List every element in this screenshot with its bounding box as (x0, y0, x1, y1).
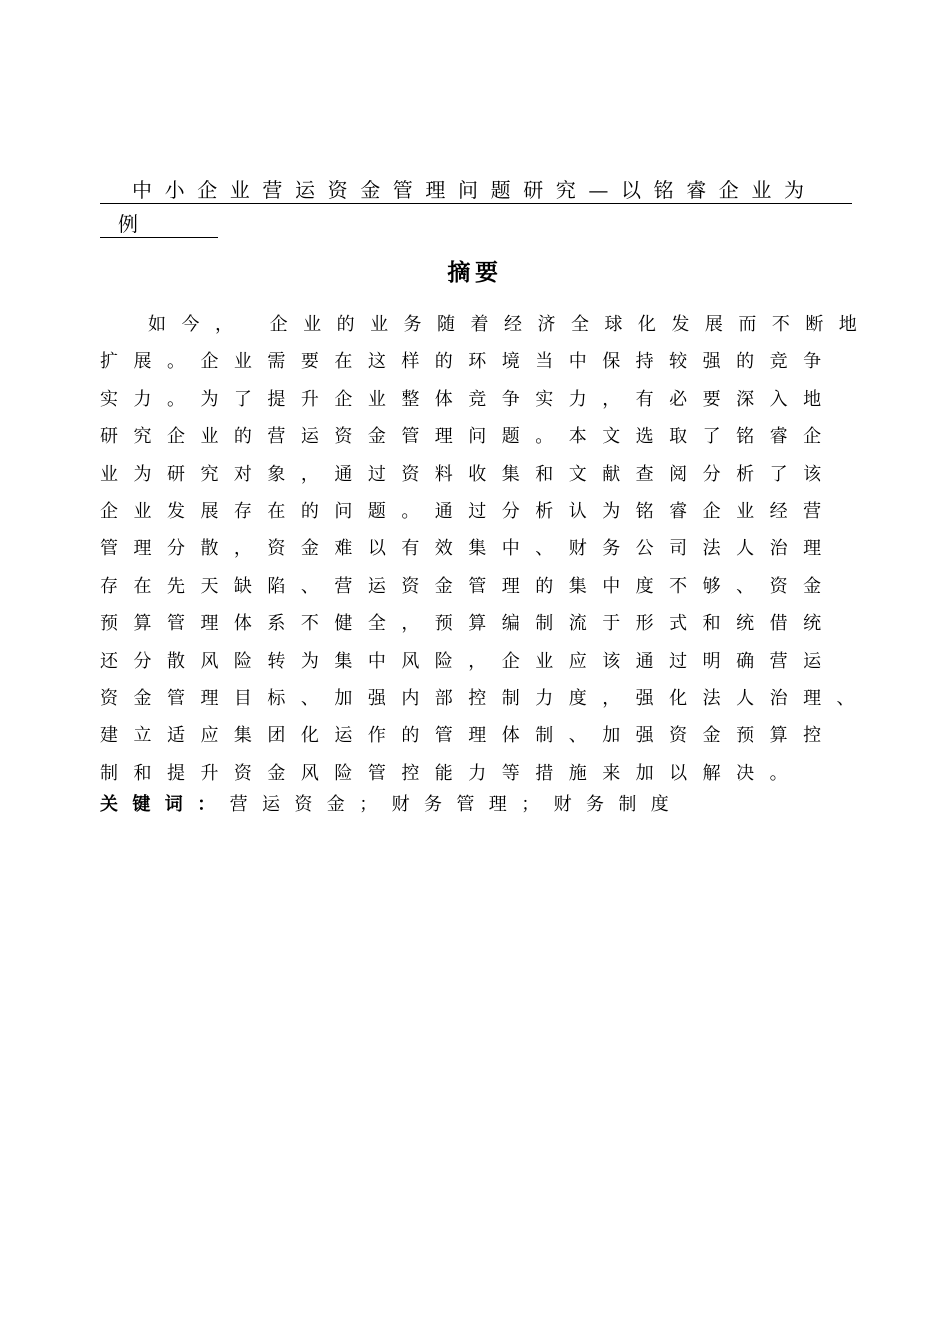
abstract-line: 研究企业的营运资金管理问题。本文选取了铭睿企 (100, 426, 837, 448)
keywords-label: 关键词： (100, 794, 230, 815)
keywords-value: 营运资金；财务管理；财务制度 (229, 794, 684, 815)
abstract-line: 扩展。企业需要在这样的环境当中保持较强的竞争 (100, 351, 837, 373)
title-line-1-text: 中小企业营运资金管理问题研究—以铭睿企业为 (100, 177, 852, 204)
abstract-body (100, 306, 880, 792)
abstract-line: 业为研究对象，通过资料收集和文献查阅分析了该 (100, 463, 837, 485)
title-line-2 (100, 207, 860, 241)
abstract-heading: 摘要 (447, 260, 503, 286)
abstract-line: 还分散风险转为集中风险，企业应该通过明确营运 (100, 650, 837, 672)
abstract-line: 制和提升资金风险管控能力等措施来加以解决。 (100, 762, 804, 784)
abstract-line: 建立适应集团化运作的管理体制、加强资金预算控 (100, 725, 837, 747)
abstract-line: 存在先天缺陷、营运资金管理的集中度不够、资金 (100, 575, 837, 597)
title-line-2-text: 例 (100, 211, 218, 238)
abstract-line: 预算管理体系不健全，预算编制流于形式和统借统 (100, 613, 837, 635)
abstract-line: 实力。为了提升企业整体竞争实力，有必要深入地 (100, 388, 837, 410)
keywords-line (100, 788, 683, 822)
paper-title (100, 173, 860, 241)
title-line-1 (100, 173, 860, 207)
abstract-line: 管理分散，资金难以有效集中、财务公司法人治理 (100, 538, 837, 560)
abstract-line: 资金管理目标、加强内部控制力度，强化法人治理、 (100, 687, 871, 709)
abstract-line: 企业发展存在的问题。通过分析认为铭睿企业经营 (100, 500, 837, 522)
abstract-line: 如今， 企业的业务随着经济全球化发展而不断地 (148, 314, 873, 335)
